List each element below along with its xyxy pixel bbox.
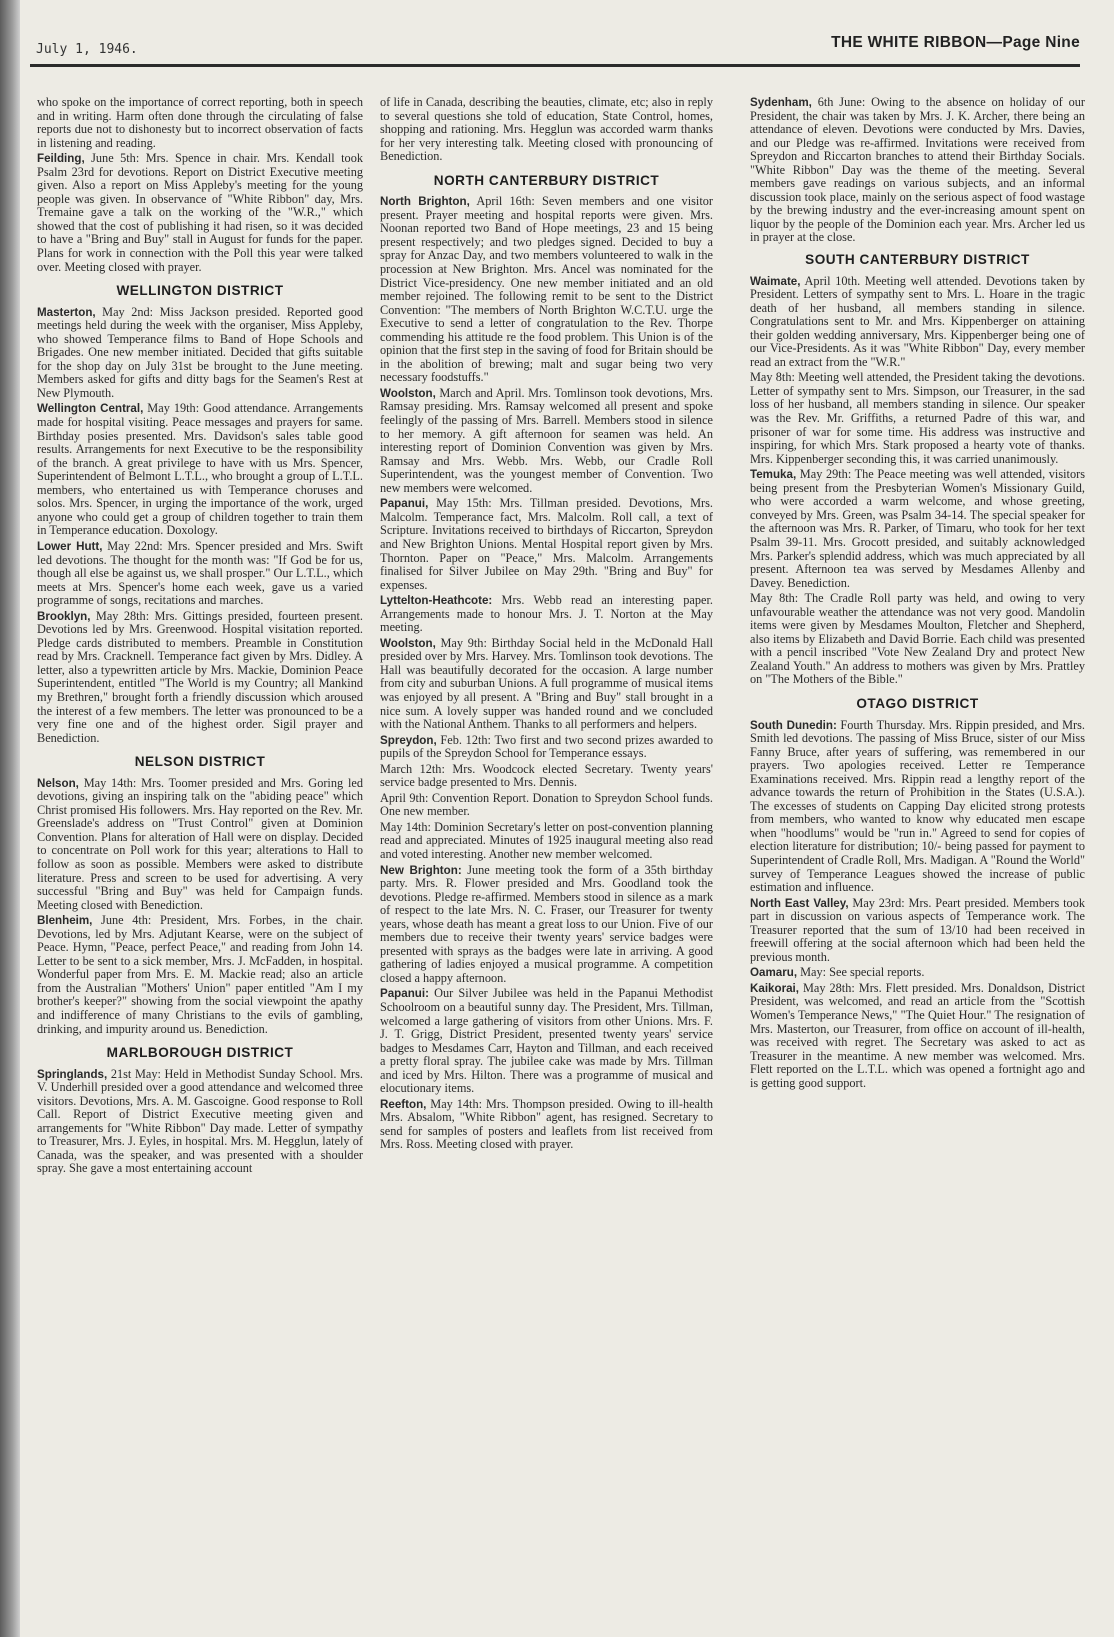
report-text: May 8th: Meeting well attended, the President taking the devotions. Letter of sympathy sent to Mrs. Simpson, our Treasurer, in the sad loss of her husband, all members standing in silence. Our speaker was the Rev. Mr. Griffiths, a returned Padre of this war, and prisoner of war for some time. His address was instructive and inspiring, for which Mrs. Stark proposed a hearty vote of thanks. Mrs. Kippenberger seconding this, it was carried unanimously.	[750, 370, 1085, 466]
branch-name: Reefton,	[380, 1097, 427, 1111]
district-heading: SOUTH CANTERBURY DISTRICT	[805, 252, 1030, 268]
branch-name: Temuka,	[750, 468, 797, 482]
branch-report	[37, 610, 363, 745]
branch-name: Blenheim,	[37, 914, 93, 928]
branch-report	[37, 914, 363, 1036]
report-text: May 28th: Mrs. Gittings presided, fourteen present. Devotions led by Mrs. Greenwood. Hospital visitation reported. Pledge cards distributed to members. Preamble in Constitution read by Mrs. Cracknell. Temperance fact given by Mrs. Didley. A letter, also a typewritten article by Mrs. Mackie, Dominion Peace Superintendent, entitled "The World is my Country; all Mankind my Brethren," brought forth a friendly discussion which aroused the interest of a few members. The letter was pronounced to be a very fine one and of the highest order. Sigil prayer and Benediction.	[37, 608, 363, 745]
branch-report	[37, 540, 363, 608]
branch-report	[37, 1068, 363, 1176]
report-text: June meeting took the form of a 35th birthday party. Mrs. R. Flower presided and Mrs. Goodland took the devotions. Pledge re-affirmed. Members stood in silence as a mark of respect to the late Mrs. N. C. Fraser, our Treasurer for twenty years, whose death has meant a great loss to our Union. Five of our members due to receive their twenty years' service badges were presented with sprays as the badges were late in arriving. A good gathering of ladies enjoyed a musical programme. A competition closed a happy afternoon.	[380, 862, 713, 985]
branch-report	[380, 792, 713, 819]
report-text: May 8th: The Cradle Roll party was held, and owing to very unfavourable weather the attendance was not very good. Mandolin items were given by Mesdames Moulton, Fletcher and Shepherd, also items by Elizabeth and David Borrie. Each child was presented with a pencil inscribed "Vote New Zealand Dry and protect New Zealand Youth." An address to mothers was given by Mrs. Prattley on "The Mothers of the Bible."	[750, 591, 1085, 687]
branch-report	[380, 637, 713, 732]
branch-report	[380, 195, 713, 385]
report-text: Our Silver Jubilee was held in the Papanui Methodist Schoolroom on a beautiful sunny day. The President, Mrs. Tillman, welcomed a large gathering of visitors from other Unions. Mrs. F. J. T. Grigg, District President, presented twenty years' service badges to Mesdames Carr, Hayton and Tillman, and each received a pretty floral spray. The jubilee cake was made by Mrs. Tillman and iced by Mrs. Hilton. There was a programme of musical and elocutionary items.	[380, 986, 713, 1096]
report-text: May 9th: Birthday Social held in the McDonald Hall presided over by Mrs. Harvey. Mrs. Tomlinson took devotions. The Hall was beautifully decorated for the occasion. A large number from city and suburban Unions. A full programme of musical items was enjoyed by all present. A "Bring and Buy" stall brought in a nice sum. A lovely supper was handed round and we concluded with the National Anthem. Thanks to all performers and helpers.	[380, 635, 713, 732]
branch-name: Brooklyn,	[37, 609, 91, 623]
report-text: June 5th: Mrs. Spence in chair. Mrs. Kendall took Psalm 23rd for devotions. Report on District Executive meeting given. Also a report on Miss Appleby's meeting for the young people was given. In observance of "White Ribbon" day, Mrs. Tremaine gave a talk on the working of the "W.R.," which showed that the cost of publishing it had risen, so it was decided to have a "Bring and Buy" stall in August for funds for the paper. Plans for work in connection with the Poll this year were talked over. Meeting closed with prayer.	[37, 151, 363, 274]
district-heading: NELSON DISTRICT	[134, 754, 266, 770]
issue-date: July 1, 1946.	[36, 42, 138, 57]
branch-name: Nelson,	[37, 776, 79, 790]
branch-report	[380, 96, 713, 164]
branch-name: Spreydon,	[380, 733, 437, 747]
branch-name: Masterton,	[37, 305, 96, 319]
branch-report	[37, 777, 363, 912]
binding-edge	[0, 0, 20, 1637]
district-heading: OTAGO DISTRICT	[856, 695, 979, 711]
branch-report	[37, 96, 363, 150]
district-heading: WELLINGTON DISTRICT	[116, 283, 284, 299]
branch-name: Wellington Central,	[37, 402, 144, 416]
branch-name: North Brighton,	[380, 195, 470, 209]
report-text: March and April. Mrs. Tomlinson took devotions, Mrs. Ramsay presiding. Mrs. Ramsay welcomed all present and spoke feelingly of the passing of Mrs. Barrell. Members stood in silence to her memory. A gift afternoon for seamen was held. An interesting report of Dominion Convention was given by Mrs. Ramsay and Mrs. Webb. Mrs. Webb, our Cradle Roll Superintendent, was the youngest member of Convention. Two new members were welcomed.	[380, 385, 713, 495]
branch-report	[750, 719, 1085, 895]
branch-report	[380, 594, 713, 635]
branch-report	[750, 982, 1085, 1090]
report-text: May 29th: The Peace meeting was well attended, visitors being present from the Presbyterian Women's Missionary Guild, who were accorded a warm welcome, and whose greeting, conveyed by Mrs. Green, was Psalm 34-14. The special speaker for the afternoon was Mrs. R. Parker, of Timaru, who took for her text Psalm 39-11. Mrs. Grocott presided, and suitably acknowledged Mrs. Parker's splendid address, which was much appreciated by all present. Afternoon tea was served by Mesdames Allenby and Davey. Benediction.	[750, 467, 1085, 590]
report-text: April 10th. Meeting well attended. Devotions taken by President. Letters of sympathy sent to Mrs. L. Hoare in the tragic death of her husband, all members standing in silence. Congratulations sent to Mr. and Mrs. Kippenberger on attaining their golden wedding anniversary, Mrs. Kippenberger being one of our Vice-Presidents. As it was "White Ribbon" Day, every member read an extract from the "W.R."	[750, 273, 1085, 369]
column-2	[380, 96, 713, 1626]
branch-name: Springlands,	[37, 1067, 108, 1081]
branch-report	[37, 402, 363, 537]
report-text: Feb. 12th: Two first and two second prizes awarded to pupils of the Spreydon School for Temperance essays.	[380, 732, 713, 761]
branch-name: Kaikorai,	[750, 981, 799, 995]
report-text: May 28th: Mrs. Flett presided. Mrs. Donaldson, District President, was welcomed, and read an article from the "Scottish Women's Temperance News," "The Quiet Hour." The resignation of Mrs. Masterton, our Treasurer, from office on account of ill-health, was received with regret. The Secretary was asked to act as Treasurer in the meantime. A new member was welcomed. Mrs. Flett reported on the L.T.L. which was opened a fortnight ago and is getting good support.	[750, 980, 1085, 1090]
report-text: May 14th: Mrs. Toomer presided and Mrs. Goring led devotions, giving an inspiring talk on the "abiding peace" which Christ promised His followers. Mrs. Hay reported on the Rev. Mr. Greenslade's address on "Trust Control" given at Dominion Convention. Plans for alteration of Hall were on display. Decided to concentrate on Poll work for this year; alterations to Hall to follow as soon as possible. Members were asked to distribute literature. Press and screen to be used for advertising. A very successful "Bring and Buy" was held for Campaign funds. Meeting closed with Benediction.	[37, 775, 363, 912]
branch-name: Feilding,	[37, 152, 85, 166]
publication-title: THE WHITE RIBBON—Page Nine	[831, 34, 1080, 51]
report-text: who spoke on the importance of correct reporting, both in speech and in writing. Harm often done through the circulating of false reports due not to dishonesty but to incorrect observation of facts in listening and reading.	[37, 96, 363, 150]
branch-name: Oamaru,	[750, 966, 798, 980]
branch-report	[750, 592, 1085, 687]
column-1	[37, 96, 363, 1626]
report-text: April 16th: Seven members and one visitor present. Prayer meeting and hospital reports were given. Mrs. Noonan reported two Band of Hope meetings, 23 and 15 being present respectively; and two pledges signed. Decided to buy a spray for Anzac Day, and two members volunteered to walk in the procession at New Brighton. Mrs. Ancel was nominated for the District Vice-presidency. One new member initiated and an old member rejoined. The following remit to be sent to the District Convention: "The members of North Brighton W.C.T.U. urge the Executive to send a letter of congratulation to the Rev. Thorpe commending his attitude re the food problem. This Union is of the opinion that the first step in the saving of food for Britain should be in the abolition of brewing; malt and sugar being two very necessary foodstuffs."	[380, 194, 713, 385]
report-text: May 2nd: Miss Jackson presided. Reported good meetings held during the week with the organiser, Miss Appleby, who showed Temperance films to Band of Hope Schools and Brigades. One new member initiated. Decided that gifts suitable for the shop day on July 31st be brought to the June meeting. Members asked for gifts and ditty bags for the Seamen's Rest at New Plymouth.	[37, 304, 363, 400]
branch-report	[380, 1098, 713, 1152]
report-text: May 19th: Good attendance. Arrangements made for hospital visiting. Peace messages and prayers for same. Birthday posies presented. Mrs. Davidson's sales table good results. Arrangements for next Executive to be the responsibility of the branch. A great privilege to have with us Mrs. Spencer, Superintendent of Belmont L.T.L., who brought a group of L.T.L. members, who entertained us with Temperance choruses and solos. Mrs. Spencer, in urging the importance of the work, urged anyone who could get a group of children together to train them in Temperance education. Doxology.	[37, 401, 363, 538]
branch-report	[380, 497, 713, 592]
branch-report	[750, 96, 1085, 245]
report-text: May 14th: Dominion Secretary's letter on post-convention planning read and appreciated. Minutes of 1925 inaugural meeting also read and voted interesting. Another new member welcomed.	[380, 819, 713, 861]
column-3	[750, 96, 1085, 1626]
branch-name: Sydenham,	[750, 96, 812, 109]
branch-name: New Brighton:	[380, 863, 462, 877]
report-text: March 12th: Mrs. Woodcock elected Secretary. Twenty years' service badge presented to Mrs. Dennis.	[380, 761, 713, 790]
branch-report	[380, 864, 713, 986]
branch-name: Lower Hutt,	[37, 539, 103, 553]
report-text: June 4th: President, Mrs. Forbes, in the chair. Devotions, led by Mrs. Adjutant Kearse, were on the subject of Peace. Hymn, "Peace, perfect Peace," and reading from John 14. Letter to be sent to a sick member, Mrs. J. McFadden, in hospital. Wonderful paper from Mrs. E. M. Mackie read; also an article from the Australian "Mothers' Union" paper entitled "Am I my brother's keeper?" showing from the social viewpoint the apathy and indifference of many Christians to the evils of gambling, drinking, and impurity around us. Benediction.	[37, 913, 363, 1036]
report-text: May 22nd: Mrs. Spencer presided and Mrs. Swift led devotions. The thought for the month was: "If God be for us, though all else be against us, we shall prosper." Our L.T.L., which meets at Mrs. Spencer's home each week, gave us a varied programme of songs, recitations and marches.	[37, 538, 363, 608]
report-text: 6th June: Owing to the absence on holiday of our President, the chair was taken by Mrs. J. K. Archer, there being an attendance of eleven. Devotions were conducted by Mrs. Davies, and our Pledge was re-affirmed. Invitations were received from Spreydon and Riccarton branches to attend their Birthday Socials. "White Ribbon" Day was the theme of the meeting. Several members gave readings on various subjects, and an informal discussion took place, mainly on the serious aspect of food wastage by the brewing industry and the ever-increasing amount spent on liquor by the people of the Dominion each year. Mrs. Archer led us in prayer at the close.	[750, 96, 1085, 245]
report-text: May 15th: Mrs. Tillman presided. Devotions, Mrs. Malcolm. Temperance fact, Mrs. Malcolm. Roll call, a text of Scripture. Invitations received to birthdays of Riccarton, Spreydon and New Brighton Unions. Mental Hospital report given by Mrs. Thornton. Paper on "Peace," Mrs. Malcolm. Arrangements finalised for Silver Jubilee on May 29th. "Bring and Buy" for expenses.	[380, 496, 713, 592]
page-header	[30, 28, 1080, 67]
branch-report	[750, 468, 1085, 590]
branch-report	[750, 275, 1085, 370]
branch-report	[750, 371, 1085, 466]
branch-name: South Dunedin:	[750, 718, 837, 732]
district-heading: NORTH CANTERBURY DISTRICT	[433, 172, 660, 188]
branch-report	[380, 734, 713, 761]
branch-report	[37, 152, 363, 274]
branch-report	[380, 387, 713, 495]
branch-report	[380, 987, 713, 1095]
branch-report	[380, 821, 713, 862]
report-text: May: See special reports.	[797, 965, 925, 980]
branch-name: Papanui:	[380, 987, 429, 1001]
branch-report	[750, 897, 1085, 965]
branch-name: Papanui,	[380, 497, 429, 511]
report-text: May 23rd: Mrs. Peart presided. Members took part in discussion on various aspects of Temperance work. The Treasurer reported that the sum of 13/10 had been received in freewill offering at the social afternoon which had been held the previous month.	[750, 895, 1085, 964]
branch-report	[380, 763, 713, 790]
report-text: of life in Canada, describing the beauties, climate, etc; also in reply to several questions she told of education, State Control, homes, shopping and rationing. Mrs. Hegglun was accorded warm thanks for her very interesting talk. Meeting closed with pronouncing of Benediction.	[380, 96, 713, 164]
report-text: May 14th: Mrs. Thompson presided. Owing to ill-health Mrs. Absalom, "White Ribbon" agent, has resigned. Secretary to send for samples of posters and leaflets from list received from Mrs. Ross. Meeting closed with prayer.	[380, 1096, 713, 1152]
branch-name: Woolston,	[380, 636, 436, 650]
branch-name: North East Valley,	[750, 896, 849, 910]
report-text: 21st May: Held in Methodist Sunday School. Mrs. V. Underhill presided over a good attendance and welcomed three visitors. Devotions, Mrs. A. M. Gascoigne. Good response to Roll Call. Report of District Executive meeting given and arrangements for "White Ribbon" Day made. Letter of sympathy to Treasurer, Mrs. J. Eyles, in hospital. Mrs. M. Hegglun, lately of Canada, was the speaker, and was presented with a shoulder spray. She gave a most entertaining account	[37, 1066, 363, 1176]
branch-name: Waimate,	[750, 274, 801, 288]
report-text: April 9th: Convention Report. Donation to Spreydon School funds. One new member.	[380, 790, 713, 819]
report-text: Mrs. Webb read an interesting paper. Arrangements made to honour Mrs. J. T. Norton at the May meeting.	[380, 593, 713, 635]
district-heading: MARLBOROUGH DISTRICT	[106, 1045, 294, 1061]
branch-name: Woolston,	[380, 386, 436, 400]
branch-report	[37, 306, 363, 401]
branch-name: Lyttelton-Heathcote:	[380, 594, 493, 608]
report-text: Fourth Thursday. Mrs. Rippin presided, and Mrs. Smith led devotions. The passing of Miss Bruce, sister of our Miss Fanny Bruce, after years of suffering, was remembered in our prayers. Two apologies received. Letter re Temperance Examinations received. Mrs. Rippin read a lengthy report of the advance towards the return of Prohibition in the States (U.S.A.). The excesses of students on Capping Day elicited strong protests from members, who wanted to know why educated men escape when "hoodlums" would be "run in." Agreed to send for copies of election literature for distribution; 10/- being passed for payment to Superintendent of Cradle Roll, Mrs. Madigan. A "Round the World" survey of Temperance Leagues showed the increase of public estimation and influence.	[750, 717, 1085, 895]
branch-report	[750, 966, 1085, 980]
